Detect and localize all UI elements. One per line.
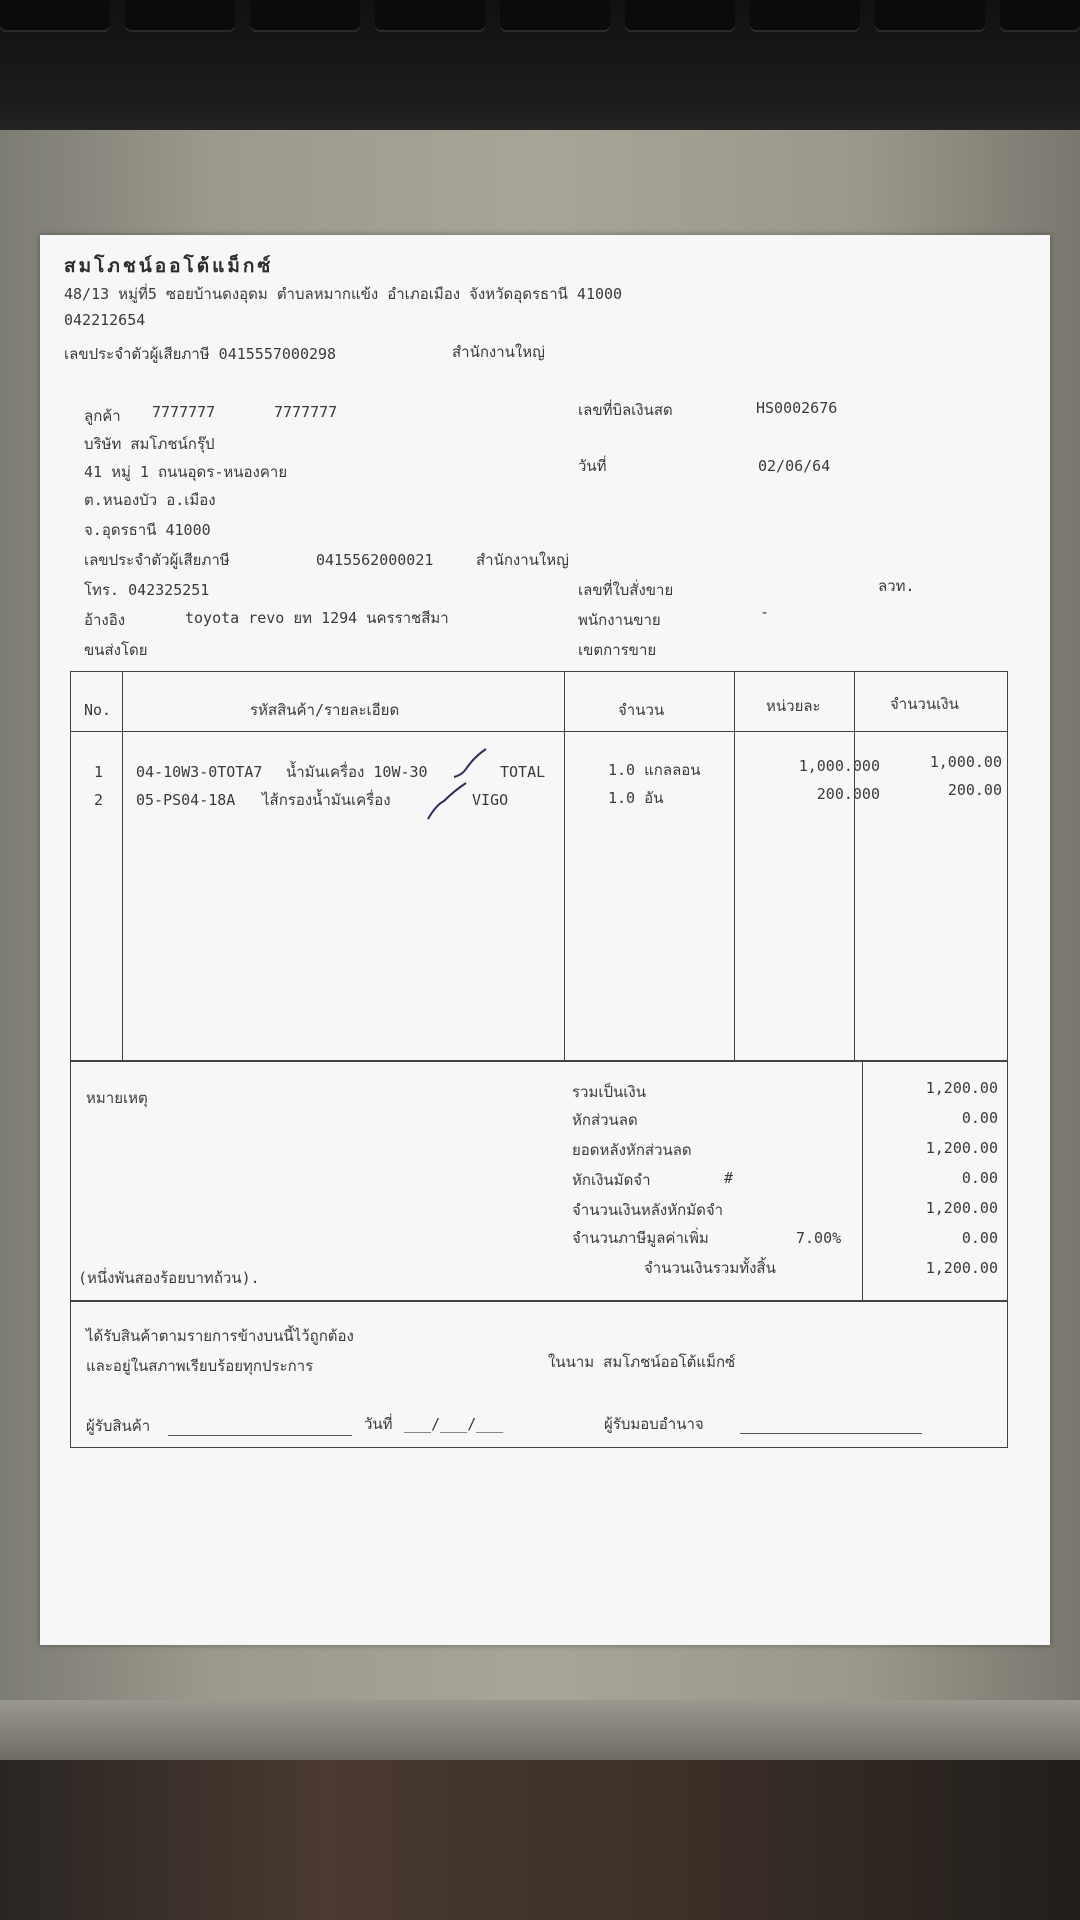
col-divider bbox=[734, 671, 735, 1061]
items-table bbox=[70, 671, 1008, 1061]
deposit-value: 0.00 bbox=[961, 1169, 998, 1187]
reference-value: toyota revo ยท 1294 นครราชสีมา bbox=[185, 609, 449, 627]
keyboard-background bbox=[0, 0, 1080, 150]
col-divider bbox=[122, 671, 123, 1061]
floor-background bbox=[0, 1760, 1080, 1920]
bill-no: HS0002676 bbox=[756, 399, 838, 417]
row-1-code: 04-10W3-0TOTA7 bbox=[136, 763, 263, 781]
customer-tax-id: 0415562000021 bbox=[316, 551, 434, 569]
salesperson-label: พนักงานขาย bbox=[578, 611, 661, 629]
receiver-signature-line bbox=[168, 1435, 352, 1436]
customer-code-1: 7777777 bbox=[152, 403, 216, 421]
row-2-amount: 200.00 bbox=[947, 781, 1002, 799]
company-name: สมโภชน์ออโต้แม็กซ์ bbox=[64, 255, 274, 277]
header-quantity: จำนวน bbox=[618, 701, 665, 719]
subtotal-label: รวมเป็นเงิน bbox=[572, 1083, 646, 1101]
shipping-label: ขนส่งโดย bbox=[84, 641, 148, 659]
checkmark-icon bbox=[450, 747, 490, 783]
reference-label: อ้างอิง bbox=[84, 611, 126, 629]
invoice-paper bbox=[40, 235, 1050, 1645]
receipt-date-blank: ___/___/___ bbox=[404, 1415, 504, 1433]
customer-address-1: 41 หมู่ 1 ถนนอุดร-หนองคาย bbox=[84, 463, 288, 481]
col-divider bbox=[564, 671, 565, 1061]
row-2-note: VIGO bbox=[472, 791, 509, 809]
header-amount: จำนวนเงิน bbox=[890, 695, 959, 713]
amount-in-words: (หนึ่งพันสองร้อยบาทถ้วน). bbox=[78, 1269, 260, 1287]
authorized-signature-line bbox=[740, 1433, 922, 1434]
company-address: 48/13 หมู่ที่5 ซอยบ้านดงอุดม ตำบลหมากแข้ง อำเภอเมือง จังหวัดอุดรธานี 41000 bbox=[64, 285, 623, 303]
table-frame bbox=[0, 1700, 1080, 1760]
sales-area-label: เขตการขาย bbox=[578, 641, 657, 659]
after-discount-value: 1,200.00 bbox=[925, 1139, 998, 1157]
company-branch: สำนักงานใหญ่ bbox=[452, 343, 545, 361]
after-deposit-value: 1,200.00 bbox=[925, 1199, 998, 1217]
received-text-1: ได้รับสินค้าตามรายการข้างบนนี้ไว้ถูกต้อง bbox=[86, 1327, 354, 1345]
row-1-no: 1 bbox=[94, 763, 104, 781]
row-1-description: น้ำมันเครื่อง 10W-30 bbox=[286, 763, 428, 781]
customer-phone: โทร. 042325251 bbox=[84, 581, 210, 599]
summary-divider bbox=[862, 1061, 863, 1301]
vat-label: จำนวนภาษีมูลค่าเพิ่ม bbox=[572, 1229, 709, 1247]
table-header-divider bbox=[70, 731, 1008, 732]
header-no: No. bbox=[84, 701, 112, 719]
grand-total-value: 1,200.00 bbox=[925, 1259, 998, 1277]
company-tax-id: เลขประจำตัวผู้เสียภาษี 0415557000298 bbox=[64, 345, 337, 363]
vat-rate: 7.00% bbox=[796, 1229, 842, 1247]
after-discount-label: ยอดหลังหักส่วนลด bbox=[572, 1141, 692, 1159]
received-text-2: และอยู่ในสภาพเรียบร้อยทุกประการ bbox=[86, 1357, 314, 1375]
customer-code-2: 7777777 bbox=[274, 403, 338, 421]
customer-branch: สำนักงานใหญ่ bbox=[476, 551, 569, 569]
row-2-quantity: 1.0 อัน bbox=[608, 789, 664, 807]
bill-date-label: วันที่ bbox=[578, 457, 607, 475]
row-1-amount: 1,000.00 bbox=[929, 753, 1002, 771]
authorized-label: ผู้รับมอบอำนาจ bbox=[604, 1415, 704, 1433]
after-deposit-label: จำนวนเงินหลังหักมัดจำ bbox=[572, 1201, 724, 1219]
discount-label: หักส่วนลด bbox=[572, 1111, 638, 1129]
vat-value: 0.00 bbox=[961, 1229, 998, 1247]
receiver-label: ผู้รับสินค้า bbox=[86, 1417, 151, 1435]
deposit-marker: # bbox=[724, 1169, 734, 1187]
row-1-unit-price: 1,000.000 bbox=[798, 757, 880, 775]
deposit-label: หักเงินมัดจำ bbox=[572, 1171, 651, 1189]
customer-tax-label: เลขประจำตัวผู้เสียภาษี bbox=[84, 551, 230, 569]
row-2-code: 05-PS04-18A bbox=[136, 791, 236, 809]
customer-address-2: ต.หนองบัว อ.เมือง bbox=[84, 491, 216, 509]
row-1-quantity: 1.0 แกลลอน bbox=[608, 761, 701, 779]
company-phone: 042212654 bbox=[64, 311, 146, 329]
checkmark-icon bbox=[426, 781, 470, 821]
salesperson-value: - bbox=[760, 603, 770, 621]
sales-order-label: เลขที่ใบสั่งขาย bbox=[578, 581, 674, 599]
sales-order-right: ลวท. bbox=[878, 577, 915, 595]
remark-label: หมายเหตุ bbox=[86, 1089, 148, 1107]
receipt-date-label: วันที่ bbox=[364, 1415, 393, 1433]
customer-label: ลูกค้า bbox=[84, 407, 121, 425]
col-divider bbox=[854, 671, 855, 1061]
bill-no-label: เลขที่บิลเงินสด bbox=[578, 401, 673, 419]
row-2-description: ไส้กรองน้ำมันเครื่อง bbox=[262, 791, 391, 809]
row-1-note: TOTAL bbox=[500, 763, 546, 781]
discount-value: 0.00 bbox=[961, 1109, 998, 1127]
header-description: รหัสสินค้า/รายละเอียด bbox=[250, 701, 400, 719]
customer-address-3: จ.อุดรธานี 41000 bbox=[84, 521, 211, 539]
row-2-unit-price: 200.000 bbox=[816, 785, 880, 803]
subtotal-value: 1,200.00 bbox=[925, 1079, 998, 1097]
bill-date: 02/06/64 bbox=[758, 457, 831, 475]
on-behalf-text: ในนาม สมโภชน์ออโต้แม็กซ์ bbox=[548, 1353, 736, 1371]
header-unit-price: หน่วยละ bbox=[766, 697, 821, 715]
grand-total-label: จำนวนเงินรวมทั้งสิ้น bbox=[644, 1259, 776, 1277]
row-2-no: 2 bbox=[94, 791, 104, 809]
customer-name: บริษัท สมโภชน์กรุ๊ป bbox=[84, 435, 215, 453]
